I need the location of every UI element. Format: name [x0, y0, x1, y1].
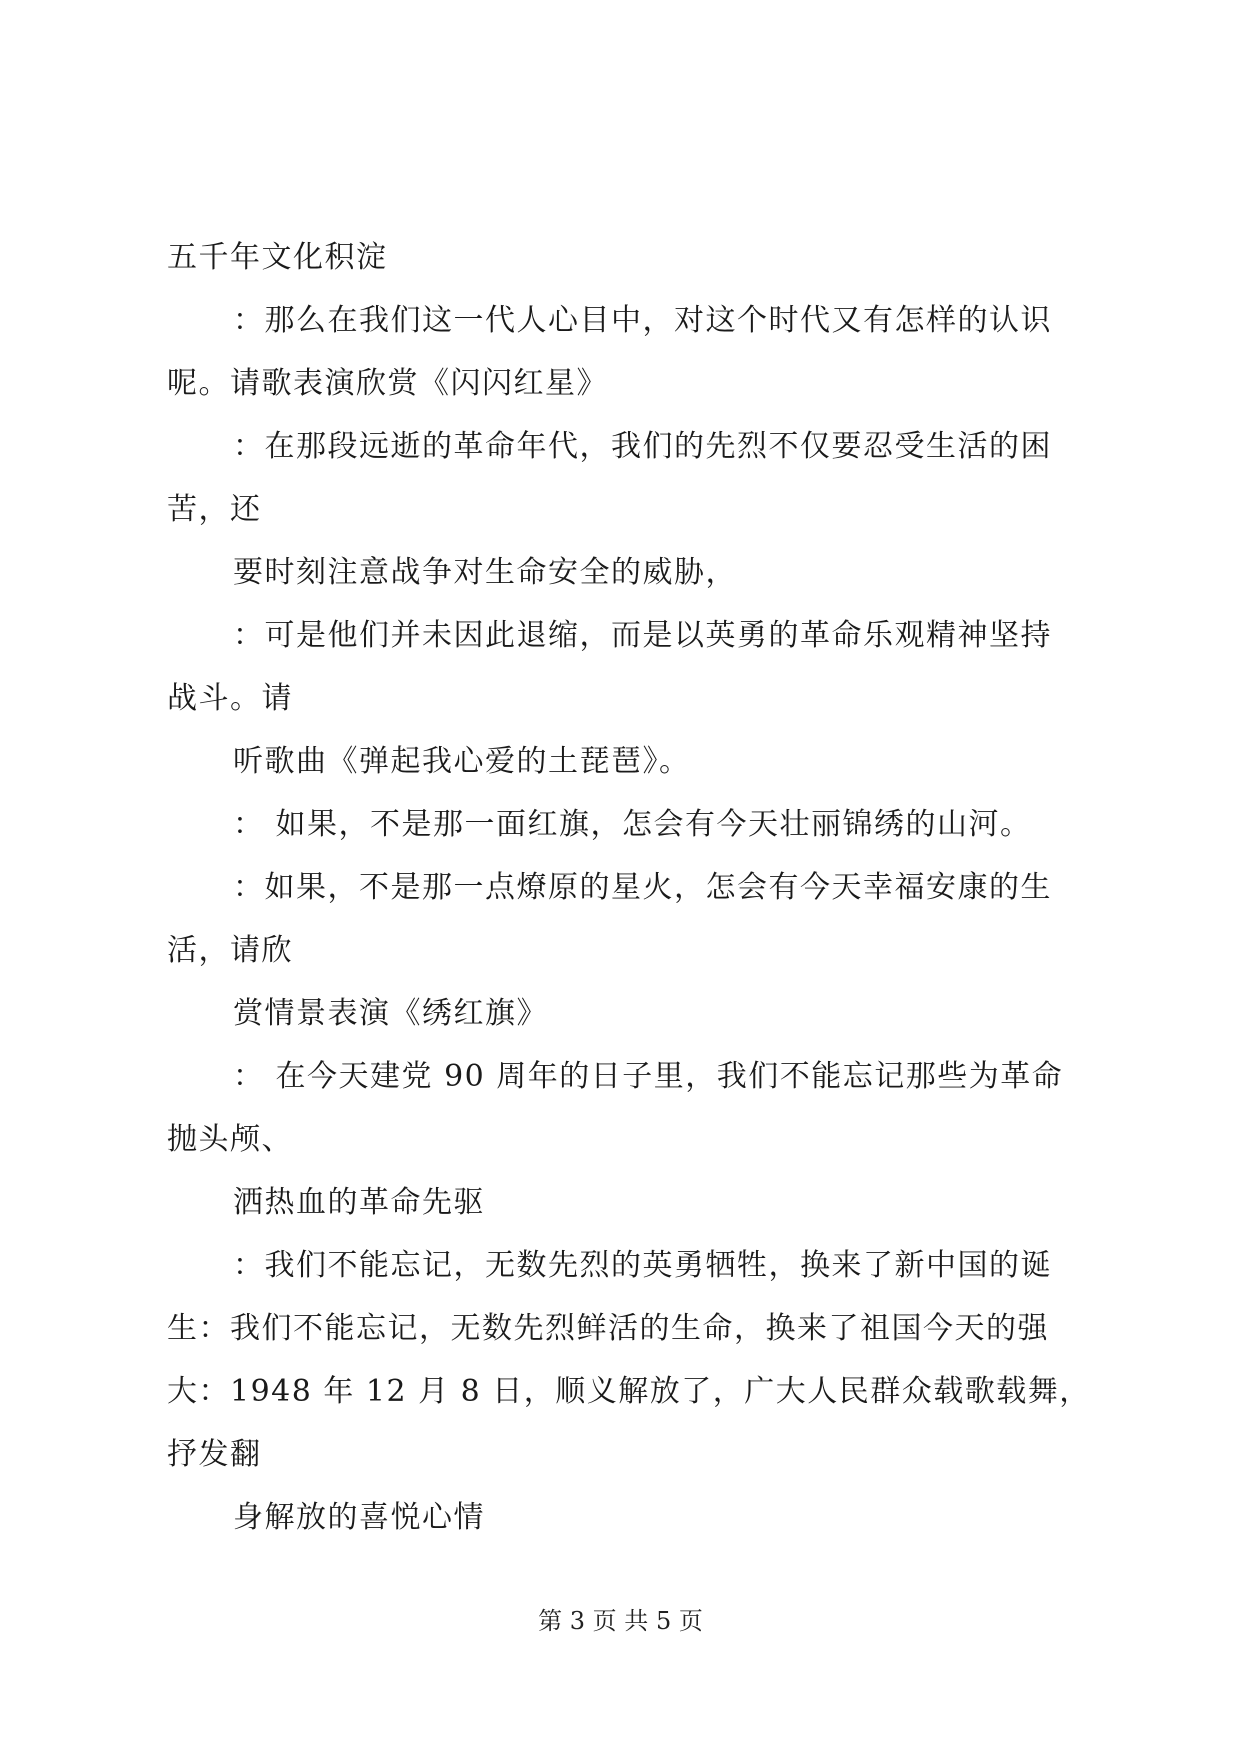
text-line: 赏情景表演《绣红旗》 — [233, 996, 548, 1031]
text-line: 生：我们不能忘记，无数先烈鲜活的生命，换来了祖国今天的强 — [167, 1311, 1049, 1346]
text-line: ： 在今天建党 90 周年的日子里，我们不能忘记那些为革命 — [233, 1059, 1064, 1094]
text-line: 要时刻注意战争对生命安全的威胁， — [233, 555, 737, 590]
text-line: 战斗。请 — [167, 681, 293, 716]
text-line: 五千年文化积淀 — [167, 240, 388, 275]
text-line: ： 如果，不是那一面红旗，怎会有今天壮丽锦绣的山河。 — [233, 807, 1032, 842]
text-line: ：如果，不是那一点燎原的星火，怎会有今天幸福安康的生 — [233, 870, 1052, 905]
text-line: 身解放的喜悦心情 — [233, 1500, 485, 1535]
text-line: 大：1948 年 12 月 8 日，顺义解放了，广大人民群众载歌载舞， — [167, 1374, 1091, 1409]
document-body — [167, 226, 1091, 1549]
text-line: 呢。请歌表演欣赏《闪闪红星》 — [167, 366, 608, 401]
text-line: ：在那段远逝的革命年代，我们的先烈不仅要忍受生活的困 — [233, 429, 1052, 464]
text-line: 抛头颅、 — [167, 1122, 293, 1157]
text-line: 活，请欣 — [167, 933, 293, 968]
text-line: 苦，还 — [167, 492, 262, 527]
text-line: 听歌曲《弹起我心爱的土琵琶》。 — [233, 744, 691, 779]
text-line: ：那么在我们这一代人心目中，对这个时代又有怎样的认识 — [233, 303, 1052, 338]
text-line: 洒热血的革命先驱 — [233, 1185, 485, 1220]
text-line: ：可是他们并未因此退缩，而是以英勇的革命乐观精神坚持 — [233, 618, 1052, 653]
text-line: 抒发翻 — [167, 1437, 262, 1472]
text-line: ：我们不能忘记，无数先烈的英勇牺牲，换来了新中国的诞 — [233, 1248, 1052, 1283]
page-number-footer: 第 3 页 共 5 页 — [538, 1607, 703, 1635]
